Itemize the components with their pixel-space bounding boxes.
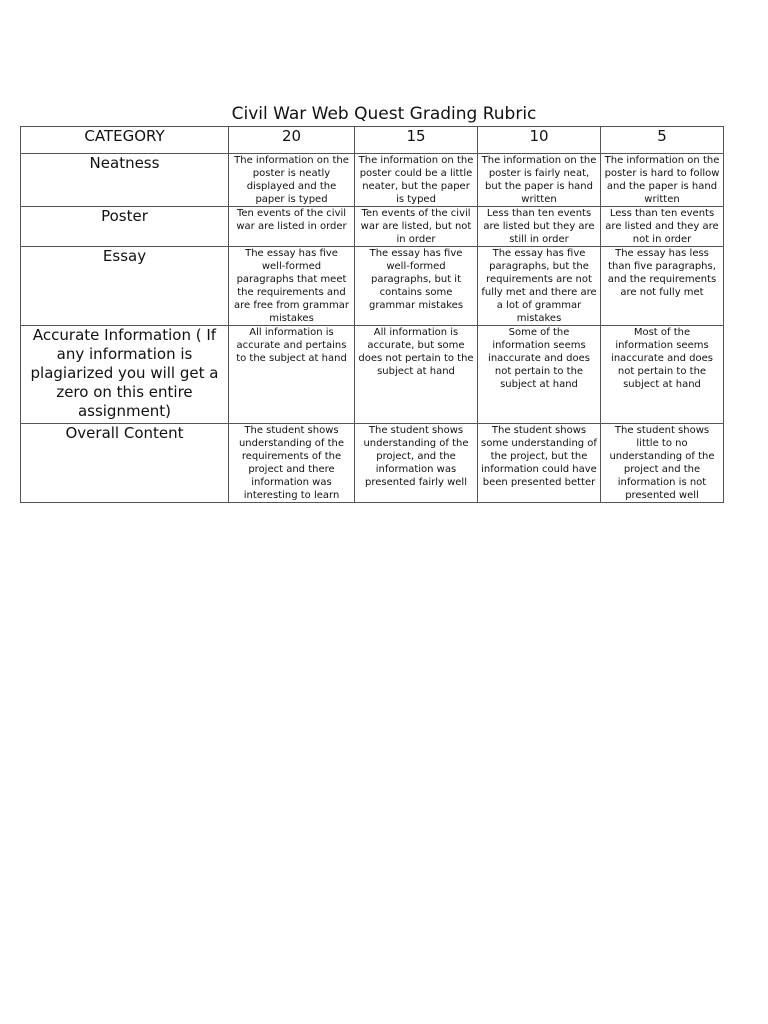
header-category: CATEGORY (21, 127, 229, 154)
category-cell: Essay (21, 247, 229, 326)
criteria-cell: The essay has less than five paragraphs, and the requirements are not fully met (601, 247, 724, 326)
header-score-15: 15 (355, 127, 478, 154)
criteria-cell: The essay has five paragraphs, but the requirements are not fully met and there are a lot of grammar mistakes (478, 247, 601, 326)
table-row (21, 154, 724, 207)
table-row (21, 326, 724, 424)
criteria-cell: The essay has five well-formed paragraphs that meet the requirements and are free from grammar mistakes (229, 247, 355, 326)
criteria-cell: Ten events of the civil war are listed, but not in order (355, 207, 478, 247)
criteria-cell: The student shows some understanding of the project, but the information could have been presented better (478, 424, 601, 503)
criteria-cell: Less than ten events are listed and they are not in order (601, 207, 724, 247)
criteria-cell: All information is accurate and pertains to the subject at hand (229, 326, 355, 424)
category-cell: Accurate Information ( If any information is plagiarized you will get a zero on this entire assignment) (21, 326, 229, 424)
table-row (21, 424, 724, 503)
criteria-cell: The student shows understanding of the requirements of the project and there information was interesting to learn (229, 424, 355, 503)
category-cell: Poster (21, 207, 229, 247)
category-cell: Neatness (21, 154, 229, 207)
criteria-cell: The student shows little to no understanding of the project and the information is not presented well (601, 424, 724, 503)
rubric-table (20, 126, 724, 503)
criteria-cell: The information on the poster could be a little neater, but the paper is typed (355, 154, 478, 207)
criteria-cell: Ten events of the civil war are listed in order (229, 207, 355, 247)
header-score-10: 10 (478, 127, 601, 154)
criteria-cell: Some of the information seems inaccurate and does not pertain to the subject at hand (478, 326, 601, 424)
criteria-cell: The student shows understanding of the project, and the information was presented fairly well (355, 424, 478, 503)
criteria-cell: The essay has five well-formed paragraphs, but it contains some grammar mistakes (355, 247, 478, 326)
page-title: Civil War Web Quest Grading Rubric (231, 104, 537, 125)
criteria-cell: All information is accurate, but some does not pertain to the subject at hand (355, 326, 478, 424)
header-row (21, 127, 724, 154)
criteria-cell: The information on the poster is fairly neat, but the paper is hand written (478, 154, 601, 207)
table-row (21, 247, 724, 326)
criteria-cell: The information on the poster is neatly displayed and the paper is typed (229, 154, 355, 207)
table-row (21, 207, 724, 247)
header-score-5: 5 (601, 127, 724, 154)
criteria-cell: Less than ten events are listed but they are still in order (478, 207, 601, 247)
header-score-20: 20 (229, 127, 355, 154)
criteria-cell: The information on the poster is hard to follow and the paper is hand written (601, 154, 724, 207)
criteria-cell: Most of the information seems inaccurate and does not pertain to the subject at hand (601, 326, 724, 424)
category-cell: Overall Content (21, 424, 229, 503)
